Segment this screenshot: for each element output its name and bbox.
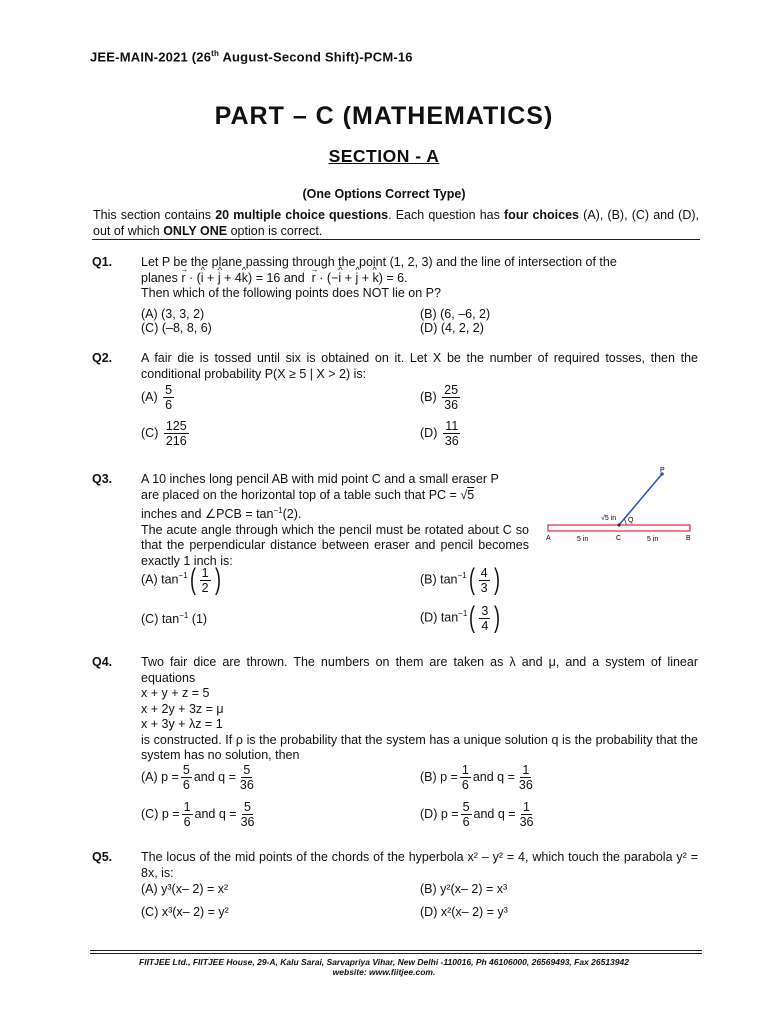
q1-text: Let P be the plane passing through the point (1, 2, 3) and the line of intersection of the planes → r · (^ i + ^ j + 4^ k) = 16 and → r · (−^ i + ^ j + ^ k) = 6. Then which of the following points does NOT lie on P? — [141, 255, 698, 302]
label-left-length: 5 in — [577, 536, 589, 543]
q1-option-b[interactable]: (B) (6, –6, 2) — [420, 307, 491, 321]
q5-option-d[interactable]: (D) x²(x– 2) = y³ — [420, 905, 508, 919]
q2-text: A fair die is tossed until six is obtained on it. Let X be the number of required tosses, then the conditional probability P(X ≥ 5 | X > 2) is: — [141, 351, 698, 381]
question-type: (One Options Correct Type) — [302, 187, 466, 201]
angle-arc — [624, 519, 626, 525]
label-right-length: 5 in — [647, 536, 659, 543]
q3-text: A 10 inches long pencil AB with mid point C and a small eraser P are placed on the horizontal top of a table such that PC = √5 inches and ∠PCB = $\tan^{-1}(2)$. The acute angle through which the pencil must be rotated about C so that the perpendicular distance between eraser and pencil becomes exactly 1 inch is: — [141, 472, 529, 568]
q3-option-c[interactable]: (C) $\tan^{-1} (1)$ — [141, 611, 208, 627]
q4-option-c[interactable]: (C) p = $\frac{1}{6}$ and q = $\frac{5}{36}$ — [141, 800, 255, 829]
section-instructions: This section contains 20 multiple choice questions. Each question has four choices (A), (B), (C) and (D), out of which ONLY ONE option is correct. — [93, 208, 700, 238]
page-footer: FIITJEE Ltd., FIITJEE House, 29-A, Kalu Sarai, Sarvapriya Vihar, New Delhi -110016, Ph 46106000, 26569493, Fax 26513942 website: www.fiitjee.com. — [139, 957, 629, 977]
q1-option-d[interactable]: (D) (4, 2, 2) — [420, 321, 484, 335]
q3-option-b[interactable]: (B) $\tan^{-1}$ ( $\frac{4}{3}$ ) — [420, 563, 500, 596]
midpoint-c — [617, 523, 620, 526]
label-q: Q — [628, 517, 634, 524]
q5-option-a[interactable]: (A) y³(x– 2) = x² — [141, 882, 229, 896]
q4-option-a[interactable]: (A) p = $\frac{5}{6}$ and q = $\frac{5}{36}$ — [141, 763, 254, 792]
q4-number: Q4. — [92, 655, 113, 669]
label-root-length: √5 in — [601, 515, 617, 522]
q2-option-d[interactable]: (D) $\frac{11}{36}$ — [420, 419, 459, 448]
q2-option-c[interactable]: (C) $\frac{125}{216}$ — [141, 419, 187, 448]
q3-pencil-diagram — [540, 465, 700, 545]
q5-option-c[interactable]: (C) x³(x– 2) = y² — [141, 905, 229, 919]
footer-rule — [90, 953, 702, 954]
page-header: JEE-MAIN-2021 (26th August-Second Shift)-PCM-16 — [90, 49, 413, 65]
footer-rule — [90, 950, 702, 951]
label-a: A — [546, 535, 551, 542]
pc-line — [619, 474, 662, 525]
q2-option-a[interactable]: (A) $\frac{5}{6}$ — [141, 383, 173, 412]
label-p: P — [660, 467, 665, 474]
q4-option-d[interactable]: (D) p = $\frac{5}{6}$ and q = $\frac{1}{36}$ — [420, 800, 534, 829]
q3-option-a[interactable]: (A) $\tan^{-1}$ ( $\frac{1}{2}$ ) — [141, 563, 221, 596]
section-title: SECTION - A — [328, 146, 440, 166]
q4-text: Two fair dice are thrown. The numbers on them are taken as λ and μ, and a system of linear equations x + y + z = 5 x + 2y + 3z = μ x + 3y + λz = 1 is constructed. If ρ is the probability that the system has a unique solution q is the probability that the system has no solution, then — [141, 655, 698, 762]
label-c: C — [616, 535, 622, 542]
part-title: PART – C (MATHEMATICS) — [214, 102, 554, 130]
q3-option-d[interactable]: (D) $\tan^{-1}$ ( $\frac{3}{4}$ ) — [420, 601, 501, 634]
divider — [92, 239, 700, 240]
q1-option-a[interactable]: (A) (3, 3, 2) — [141, 307, 205, 321]
label-b: B — [686, 535, 691, 542]
q1-number: Q1. — [92, 255, 113, 269]
q3-number: Q3. — [92, 472, 113, 486]
q2-number: Q2. — [92, 351, 113, 365]
q2-option-b[interactable]: (B) $\frac{25}{36}$ — [420, 383, 459, 412]
q5-text: The locus of the mid points of the chords of the hyperbola x² – y² = 4, which touch the parabola y² = 8x, is: — [141, 850, 698, 880]
q5-option-b[interactable]: (B) y²(x– 2) = x³ — [420, 882, 508, 896]
q1-option-c[interactable]: (C) (–8, 8, 6) — [141, 321, 212, 335]
q5-number: Q5. — [92, 850, 113, 864]
q4-option-b[interactable]: (B) p = $\frac{1}{6}$ and q = $\frac{1}{36}$ — [420, 763, 533, 792]
